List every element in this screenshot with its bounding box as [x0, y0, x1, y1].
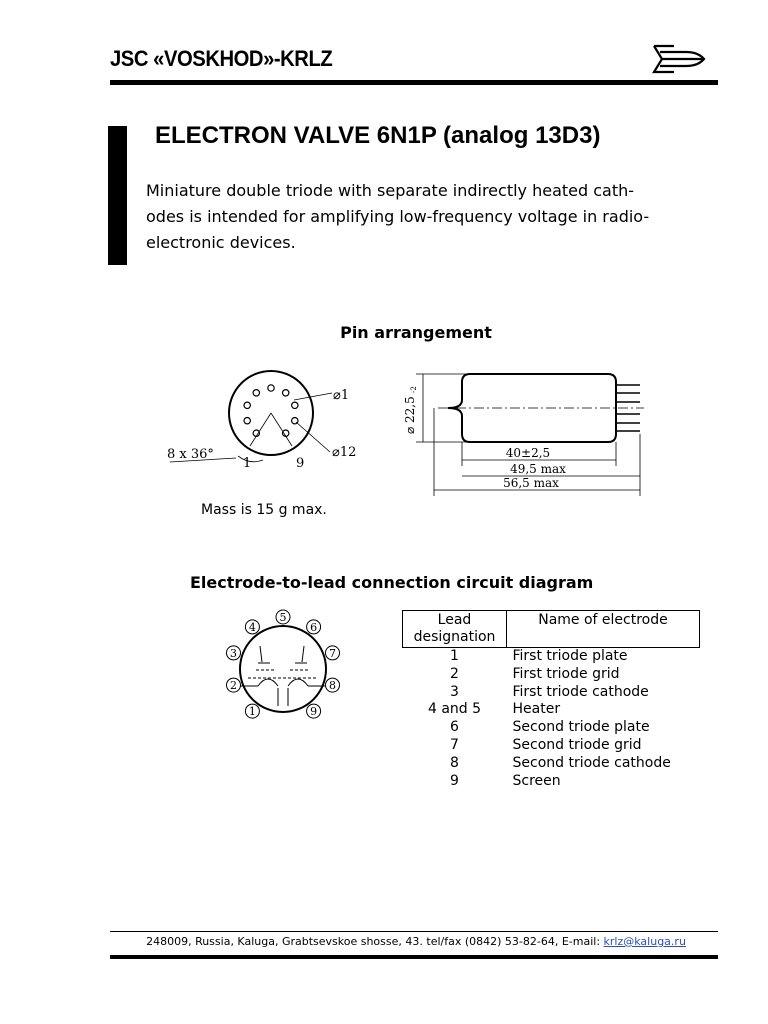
diameter-label: ⌀ 22,5 [403, 396, 417, 434]
pin-number-label: 9 [310, 705, 318, 719]
pin-1-label: 1 [243, 456, 252, 471]
pin-number-label: 2 [230, 679, 237, 693]
total-length-label: 56,5 max [503, 476, 559, 490]
mass-note: Mass is 15 g max. [201, 502, 327, 518]
lead-column-header [403, 611, 507, 648]
footer-top-rule [110, 931, 718, 932]
footer-email-link[interactable]: krlz@kaluga.ru [603, 935, 686, 948]
electrode-cell: Second triode plate [512, 719, 650, 736]
diameter-tolerance: -2 [410, 386, 418, 393]
lead-cell: 8 [450, 754, 459, 771]
electrode-cell: First triode plate [512, 648, 628, 664]
footer-rule [110, 955, 718, 959]
lead-cell: 3 [450, 683, 459, 700]
pin-base-drawing [150, 360, 375, 480]
electrode-cell: First triode grid [512, 665, 620, 682]
pin-number-marker [245, 704, 259, 718]
lead-cell: 7 [450, 736, 459, 753]
angle-label: 8 x 36° [167, 447, 214, 462]
pin-number-label: 8 [329, 679, 336, 693]
intro-paragraph [146, 178, 726, 256]
table-row [403, 737, 700, 755]
pin-length-label: 49,5 max [510, 462, 566, 476]
intro-line: odes is intended for amplifying low-frequency voltage in radio- [146, 207, 650, 226]
pin-hole [244, 418, 250, 424]
pin-number-label: 7 [329, 646, 336, 660]
table-row [403, 666, 700, 684]
pin-hole [268, 385, 274, 391]
pin-number-marker [307, 704, 321, 718]
company-logo [652, 42, 708, 76]
electrode-cell: First triode cathode [512, 683, 649, 700]
lead-cell: 9 [450, 772, 459, 789]
pin-number-marker [307, 620, 321, 634]
pcd-label: ⌀12 [332, 445, 357, 460]
pin-number-marker [227, 646, 241, 660]
intro-line: Miniature double triode with separate indirectly heated cath- [146, 181, 635, 200]
body-length-label: 40±2,5 [505, 446, 551, 460]
electrode-cell: Second triode grid [512, 736, 642, 753]
electrode-cell: Heater [512, 701, 561, 718]
lead-cell: 1 [450, 648, 459, 664]
pin-hole [292, 402, 298, 408]
pin-arrangement-heading: Pin arrangement [340, 323, 492, 342]
pin-number-marker [326, 646, 340, 660]
pin-hole [283, 390, 289, 396]
pin-number-marker [245, 620, 259, 634]
title-accent-bar [108, 126, 127, 265]
connection-diagram-heading: Electrode-to-lead connection circuit diagram [190, 573, 594, 592]
pin-number-marker [276, 610, 290, 624]
pin-hole [253, 390, 259, 396]
table-row [403, 684, 700, 702]
footer-address [0, 935, 768, 948]
pin-number-label: 5 [279, 611, 287, 624]
table-row [403, 719, 700, 737]
lead-designation-table [402, 610, 700, 790]
pin-number-label: 6 [310, 620, 318, 634]
electrode-cell: Second triode cathode [512, 754, 671, 771]
pin-number-label: 3 [230, 646, 237, 660]
footer-address-text: 248009, Russia, Kaluga, Grabtsevskoe shosse, 43. tel/fax (0842) 53-82-64, E-mail: [146, 935, 604, 948]
lead-cell: 6 [450, 719, 459, 736]
pin-diameter-label: ⌀1 [333, 388, 350, 403]
table-row [403, 648, 700, 666]
pin-number-label: 4 [248, 620, 256, 634]
pin-number-marker [326, 678, 340, 692]
connection-circuit-diagram [218, 606, 348, 724]
electrode-column-header: Name of electrode [507, 611, 700, 648]
table-header-row [403, 611, 700, 648]
pin-number-label: 1 [248, 705, 256, 719]
valve-outline-drawing [398, 362, 660, 500]
pin-9-label: 9 [296, 456, 305, 471]
lead-cell: 2 [450, 665, 459, 682]
intro-line: electronic devices. [146, 233, 296, 252]
electrode-cell: Screen [512, 772, 561, 789]
lead-header-line: Lead [437, 612, 472, 628]
pin-hole [244, 402, 250, 408]
table-row [403, 701, 700, 719]
table-row [403, 773, 700, 791]
lead-cell: 4 and 5 [427, 701, 482, 718]
company-name: JSC «VOSKHOD»-KRLZ [110, 46, 333, 71]
table-row [403, 755, 700, 773]
header-rule [110, 80, 718, 85]
page-title: ELECTRON VALVE 6N1P (analog 13D3) [155, 122, 601, 149]
lead-header-line: designation [413, 629, 496, 645]
pin-number-marker [227, 678, 241, 692]
